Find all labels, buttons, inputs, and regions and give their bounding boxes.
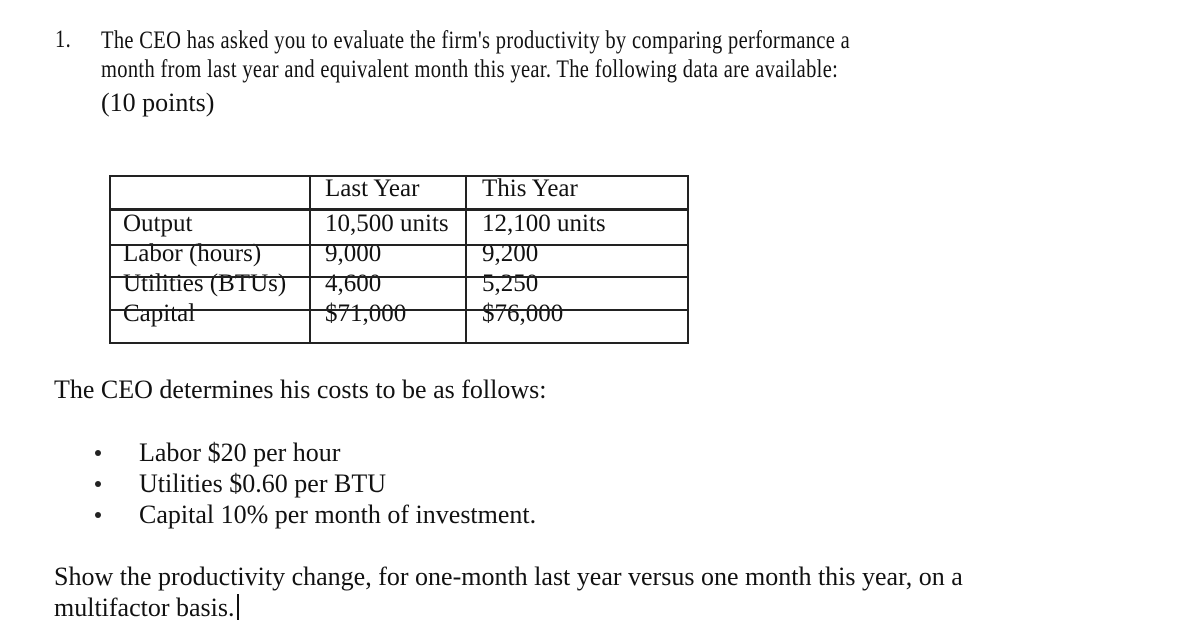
question-text-line-1: The CEO has asked you to evaluate the firm's productivity by comparing performance a <box>101 27 851 54</box>
table-header-this-year: This Year <box>466 175 687 209</box>
this-year-value: 9,200 <box>482 240 539 267</box>
table-row <box>109 209 687 240</box>
table-row-divider <box>109 276 689 278</box>
table-header-row <box>109 175 687 209</box>
question-number: 1. <box>55 26 72 53</box>
costs-intro-text: The CEO determines his costs to be as follows: <box>54 375 547 404</box>
bullet-icon <box>95 512 101 518</box>
final-question-paragraph[interactable] <box>54 561 1034 623</box>
row-label: Capital <box>123 300 196 327</box>
this-year-value: 5,250 <box>482 270 539 297</box>
last-year-value: 4,600 <box>325 270 382 297</box>
list-item <box>95 468 536 499</box>
row-label: Output <box>123 210 193 237</box>
this-year-value: $76,000 <box>482 300 564 327</box>
question-points: (10 points) <box>101 88 215 117</box>
table-row-divider <box>109 209 689 211</box>
last-year-value: 9,000 <box>325 240 382 267</box>
table-row-divider <box>109 309 689 311</box>
last-year-value: 10,500 units <box>325 210 449 237</box>
text-cursor <box>237 594 239 620</box>
question-text <box>101 26 850 84</box>
costs-list <box>95 437 536 530</box>
cost-item-label: Utilities $0.60 per BTU <box>139 469 386 498</box>
this-year-value: 12,100 units <box>482 210 606 237</box>
bullet-icon <box>95 450 101 456</box>
table-row-divider <box>109 244 689 246</box>
list-item <box>95 437 536 468</box>
table-column-divider <box>309 175 311 344</box>
row-label: Labor (hours) <box>123 240 262 267</box>
table-row <box>109 270 687 300</box>
cost-item-label: Labor $20 per hour <box>139 438 341 467</box>
cost-item-label: Capital 10% per month of investment. <box>139 500 537 529</box>
question-text-line-2: month from last year and equivalent month this year. The following data are available: <box>101 56 839 83</box>
table-header-cell <box>109 175 309 209</box>
last-year-value: $71,000 <box>325 300 407 327</box>
table-column-divider <box>465 175 467 344</box>
table-row <box>109 300 687 330</box>
row-label: Utilities (BTUs) <box>123 270 287 297</box>
table-header-last-year: Last Year <box>309 175 466 209</box>
productivity-data-table <box>109 175 687 330</box>
final-question-text: Show the productivity change, for one-month last year versus one month this year, on a multifactor basis. <box>54 562 963 622</box>
list-item <box>95 499 536 530</box>
bullet-icon <box>95 481 101 487</box>
